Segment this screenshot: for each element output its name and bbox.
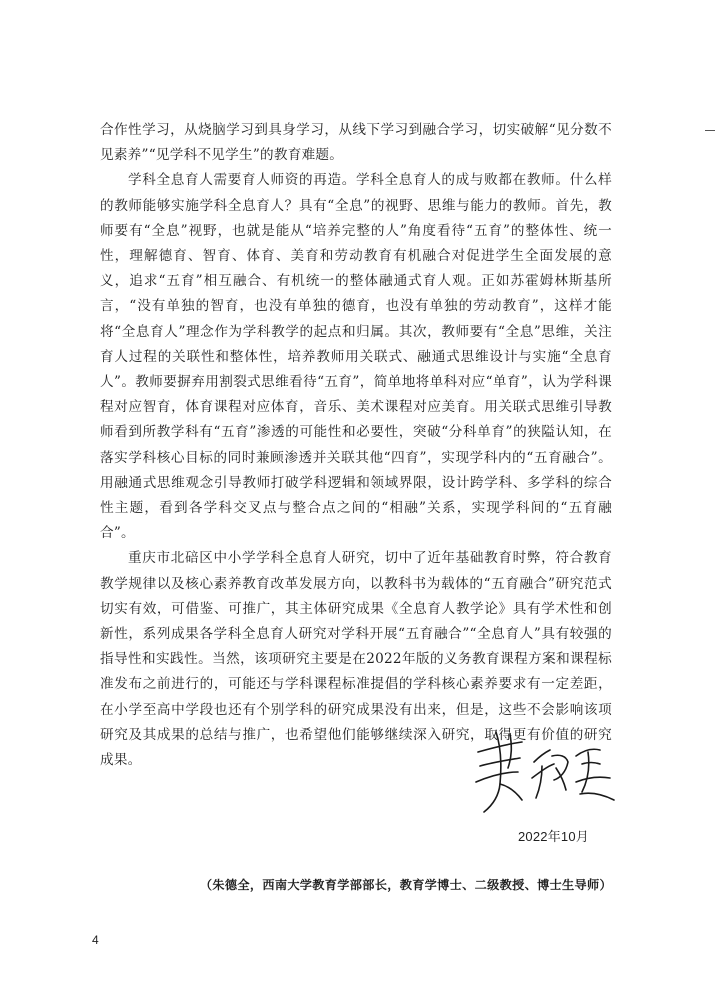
paragraph-continued: 合作性学习，从烧脑学习到具身学习，从线下学习到融合学习，切实破解“见分数不见素养”“见学科不见学生”的教育难题。	[100, 122, 612, 164]
handwritten-signature	[470, 722, 620, 817]
margin-tick-mark	[705, 130, 715, 131]
paragraph-beibei-research: 重庆市北碚区中小学学科全息育人研究，切中了近年基础教育时弊，符合教育教学规律以及核心素养教育改革发展方向，以教科书为载体的“五育融合”研究范式切实有效，可借鉴、可推广，其主体研究成果《全息育人教学论》具有学术性和创新性，系列成果各学科全息育人研究对学科开展“五育融合”“全息育人”具有较强的指导性和实践性。当然，该项研究主要是在2022年版的义务教育课程方案和课程标准发布之前进行的，可能还与学科课程标准提倡的学科核心素养要求有一定差距，在小学至高中学段也还有个别学科的研究成果没有出来，但是，这些不会影响该项研究及其成果的总结与推广，也希望他们能够继续深入研究，取得更有价值的研究成果。	[100, 550, 612, 769]
page-number: 4	[92, 933, 99, 947]
paragraph-teachers: 学科全息育人需要育人师资的再造。学科全息育人的成与败都在教师。什么样的教师能够实施学科全息育人？具有“全息”的视野、思维与能力的教师。首先，教师要有“全息”视野，也就是能从“培养完整的人”角度看待“五育”的整体性、统一性，理解德育、智育、体育、美育和劳动教育有机融合对促进学生全面发展的意义，追求“五育”相互融合、有机统一的整体融通式育人观。正如苏霍姆林斯基所言，“没有单独的智育，也没有单独的德育，也没有单独的劳动教育”，这样才能将“全息育人”理念作为学科教学的起点和归属。其次，教师要有“全息”思维，关注育人过程的关联性和整体性，培养教师用关联式、融通式思维设计与实施“全息育人”。教师要摒弃用割裂式思维看待“五育”，简单地将单科对应“单育”，认为学科课程对应智育，体育课程对应体育，音乐、美术课程对应美育。用关联式思维引导教师看到所教学科有“五育”渗透的可能性和必要性，突破“分科单育”的狭隘认知，在落实学科核心目标的同时兼顾渗透并关联其他“四育”，实现学科内的“五育融合”。用融通式思维观念引导教师打破学科逻辑和领域界限，设计跨学科、多学科的综合性主题，看到各学科交叉点与整合点之间的“相融”关系，实现学科间的“五育融合”。	[100, 172, 612, 542]
author-credentials: （朱德全，西南大学教育学部部长，教育学博士、二级教授、博士生导师）	[199, 878, 612, 892]
signature-date: 2022年10月	[518, 829, 589, 844]
body-text	[100, 118, 612, 773]
